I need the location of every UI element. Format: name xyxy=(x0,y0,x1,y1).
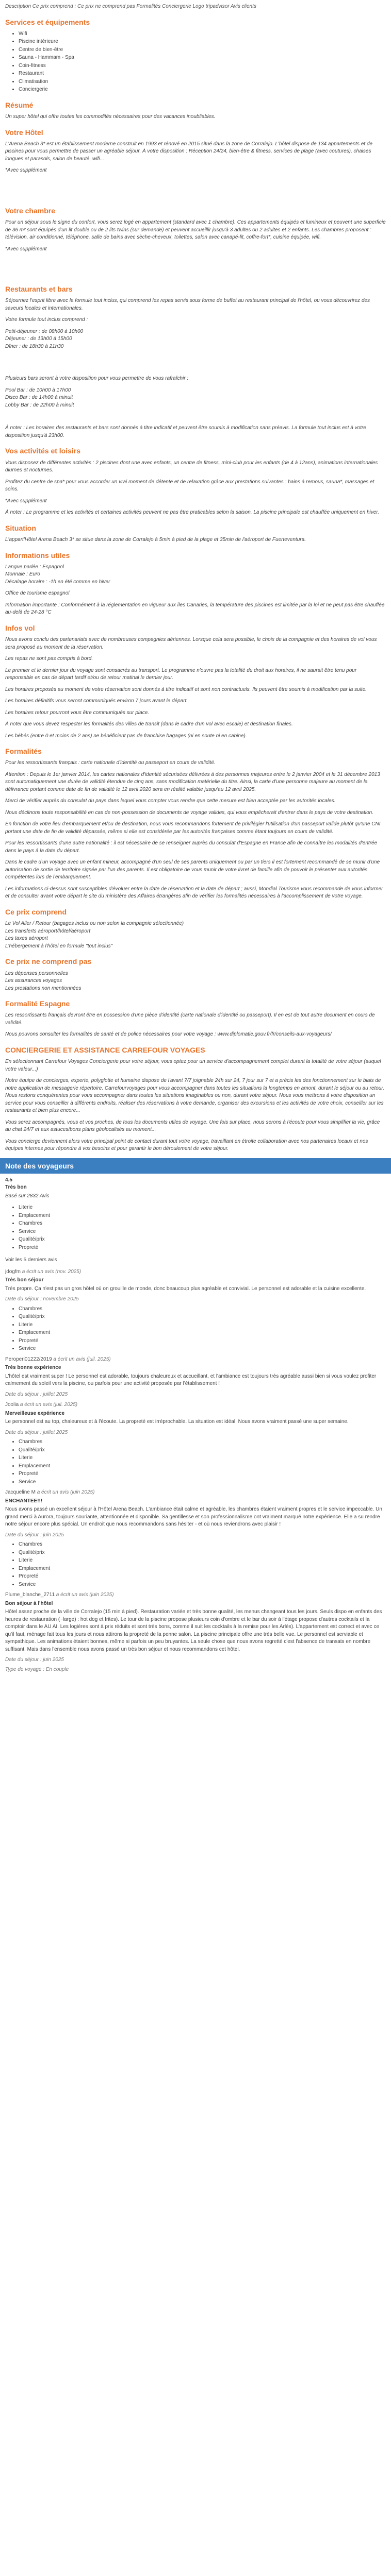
chambre-heading: Votre chambre xyxy=(5,206,55,215)
infos-vol-p5: Les horaires définitifs vous seront communiqués environ 7 jours avant le départ. xyxy=(5,698,188,704)
review-score-label: Très bon xyxy=(5,1184,27,1191)
review-count: Basé sur 2832 Avis xyxy=(5,1193,50,1199)
review-body: Nous avons passé un excellent séjour à l'Hôtel Arena Beach. L'ambiance était calme et agréable, les chambres étaient vraiment propres et le service impeccable. Un grand merci à Aurora, toujours souriante, attentionnée et disponible. Sa gentillesse et son professionnalisme ont vraiment marqué notre expérience. Elle a su rendre notre séjour encore plus spécial. Un endroit que nous recommandons sans hésiter - et où nous reviendrons avec plaisir ! xyxy=(5,1506,382,1528)
activites-note-1: *Avec supplément xyxy=(5,498,47,504)
services-heading: Services et équipements xyxy=(5,18,90,26)
review-title: Merveilleuse expérience xyxy=(5,1410,65,1416)
infos-vol-p3: Le premier et le dernier jour du voyage sont consacrés au transport. Le programme n'ouvre pas la totalité du droit aux horaires, il ne saurait être tenu pour responsable en cas de départ tardif et/ou de retour matinal le dernier jour. xyxy=(5,667,357,681)
review-criteria-list xyxy=(5,1438,386,1486)
review-criteria-list xyxy=(5,1306,386,1353)
list-item: • Centre de bien-être xyxy=(19,46,386,54)
infos-vol-p7: À noter que vous devez respecter les formalités des villes de transit (dans le cadre d'un vol avec escale) et destination finales. xyxy=(5,721,293,727)
review-author-name: Plume_blanche_2711 xyxy=(5,1592,55,1598)
bars-intro: Plusieurs bars seront à votre disposition pour vous permettre de vous rafraîchir : xyxy=(5,376,189,382)
situation-text: L'appart'Hôtel Arena Beach 3* se situe dans la zone de Corralejo à 5min à pied de la plage et 35min de l'aéroport de Fuerteventura. xyxy=(5,537,306,543)
restaurants-heading: Restaurants et bars xyxy=(5,285,73,294)
list-item: • Service xyxy=(19,1581,386,1589)
prix-ne-comprend-pas-heading: Ce prix ne comprend pas xyxy=(5,957,92,966)
included-line: Les transferts aéroport/hôtel/aéroport xyxy=(5,928,91,934)
activites-note-2: À noter : Le programme et les activités et certaines activités peuvent ne pas être praticables selon la saison. La piscine principale est chauffée uniquement en hiver. xyxy=(5,510,380,516)
review-title: Très bon séjour xyxy=(5,1277,44,1283)
formalites-p1: Pour les ressortissants français : carte nationale d'identité ou passeport en cours de validité. xyxy=(5,760,216,766)
conciergerie-p1: En sélectionnant Carrefour Voyages Conciergerie pour votre séjour, vous optez pour un service d'accompagnement complet durant la totalité de votre séjour (auquel votre valeur...) xyxy=(5,1059,381,1072)
formalite-espagne-p1: Les ressortissants français devront être en possession d'une pièce d'identité (carte nationale d'identité ou passeport). Il en est de tout autre document en cours de validité. xyxy=(5,1012,375,1026)
infos-utiles-text: Information importante : Conformément à la réglementation en vigueur aux îles Canaries, la température des piscines est limitée par la loi et ne peut pas être chauffée au-delà de 24-28 °C xyxy=(5,602,385,616)
intro-text: Description Ce prix comprend : Ce prix ne comprend pas Formalités Conciergerie Logo tripadvisor Avis clients xyxy=(5,4,256,9)
review-item xyxy=(5,1356,386,1399)
review-meta: a écrit un avis (juil. 2025) xyxy=(20,1402,78,1408)
review-author-name: Peroperi01222/2019 xyxy=(5,1356,52,1362)
formalites-p7: Dans le cadre d'un voyage avec un enfant mineur, accompagné d'un seul de ses parents uniquement ou par un tiers il est fortement recommandé de se munir d'une autorisation de sortie de territoire signée par l'un des parents. Il est obligatoire de vous munir de votre livret de famille afin de pouvoir le présenter aux autorités compétentes lors de l'embarquement. xyxy=(5,859,380,880)
infos-vol-p8: Les bébés (entre 0 et moins de 2 ans) ne bénéficient pas de franchise bagages (ni en soute ni en cabine). xyxy=(5,733,247,739)
bar-line: Disco Bar : de 14h00 à minuit xyxy=(5,395,73,401)
review-criteria-list xyxy=(5,1204,386,1251)
list-item: • Service xyxy=(19,1345,386,1353)
review-author xyxy=(5,1356,386,1364)
list-item: • Literie xyxy=(19,1321,386,1329)
formalites-p8: Les informations ci-dessus sont susceptibles d'évoluer entre la date de réservation et la date de départ ; aussi, Mondial Tourisme vous recommande de vous informer et de consulter avant votre départ le site du ministère des Affaires étrangères afin de vérifier les formalités nécessaires à l'accomplissement de votre voyage. xyxy=(5,886,383,900)
review-author xyxy=(5,1268,386,1276)
review-meta: a écrit un avis (juin 2025) xyxy=(56,1592,114,1598)
excluded-line: Les prestations non mentionnées xyxy=(5,985,82,991)
formalites-p6: Pour les ressortissants d'une autre nationalité : il est nécessaire de se renseigner auprès du consulat d'Espagne en France afin de connaître les modalités d'entrée dans le pays à la date du départ. xyxy=(5,840,378,854)
review-stay-date: Date du séjour : juin 2025 xyxy=(5,1657,64,1663)
list-item: • Chambres xyxy=(19,1541,386,1549)
meal-line: Déjeuner : de 13h00 à 15h00 xyxy=(5,336,72,342)
info-line: Langue parlée : Espagnol xyxy=(5,564,64,570)
chambre-text: Pour un séjour sous le signe du confort, vous serez logé en appartement (standard avec 1 chambre). Ces appartements équipés et lumineux et peuvent une superficie de 36 m² sont équipés d'un lit double ou de 2 lits twins (sur demande) et peuvent accueillir jusqu'à 3 adultes ou 2 adultes et 2 enfants. Les chambres proposent : télévision, air conditionné, téléphone, salle de bains avec sèche-cheveux, toilettes, salon avec canapé-lit, coffre-fort*, cuisine équipée, wifi. xyxy=(5,219,386,241)
review-stay-date: Date du séjour : juillet 2025 xyxy=(5,1391,68,1397)
included-line: Les taxes aéroport xyxy=(5,936,48,942)
conciergerie-p2: Notre équipe de concierges, experte, polyglotte et humaine dispose de l'avant 7/7 joignable 24h sur 24, 7 jour sur 7 et a précis les des fonctionnement sur le biais de notre application de messagerie répertoire. Carrefourvoyages pour vous accompagner dans toutes les situations la longtemps en amont, durant le séjour ou au retour. Nous restons conquérantes pour vous accompagner dans toutes les situations imaginables ou non, durant votre séjour. Nous vous mettrons à votre disposition un service pour vous conseiller à différents endroits, réaliser des réservations à votre demande, organiser des excursions et les activités de votre choix, conseiller sur les restaurants et bien plus encore... xyxy=(5,1078,385,1114)
activites-text-2: Profitez du centre de spa* pour vous accorder un vrai moment de détente et de relaxation grâce aux prestations suivantes : bains à remous, sauna*, massages et soins. xyxy=(5,479,374,493)
review-criteria-list xyxy=(5,1541,386,1588)
formalites-p4: Nous déclinons toute responsabilité en cas de non-possession de documents de voyage valides, qui vous empêcherait d'entrer dans le pays de votre destination. xyxy=(5,809,374,816)
review-author xyxy=(5,1489,386,1497)
hotel-note: *Avec supplément xyxy=(5,167,47,174)
formalites-heading: Formalités xyxy=(5,747,42,756)
hotel-heading: Votre Hôtel xyxy=(5,128,43,137)
activites-heading: Vos activités et loisirs xyxy=(5,447,81,455)
list-item: • Qualité/prix xyxy=(19,1236,386,1244)
review-author-name: Jacqueline M xyxy=(5,1489,36,1496)
formalites-p5: En fonction de votre lieu d'embarquement et/ou de destination, nous vous recommandons fortement de privilégier l'utilisation d'un passeport valide plutôt qu'une CNI portant une date de fin de validité dépassée, même si elle est considérée par les autorités françaises comme étant toujours en cours de validité. xyxy=(5,821,381,835)
resume-text: Un super hôtel qui offre toutes les commodités nécessaires pour des vacances inoubliables. xyxy=(5,114,216,120)
infos-vol-p4: Les horaires proposés au moment de votre réservation sont donnés à titre indicatif et sont non contractuels. Ils peuvent être soumis à modification par la suite. xyxy=(5,686,367,692)
list-item: • Emplacement xyxy=(19,1463,386,1470)
chambre-note: *Avec supplément xyxy=(5,246,47,252)
formalites-p2: Attention : Depuis le 1er janvier 2014, les cartes nationales d'identité sécurisées délivrées à des personnes majeures entre le 2 janvier 2004 et le 31 décembre 2013 sont automatiquement une durée de validité étendue de cinq ans, sans modification matérielle du titre. Ainsi, la carte d'une personne majeure au moment de la délivrance portant comme date de fin de validité le 12 avril 2020 sera en réalité valable jusqu'au 12 avril 2025. xyxy=(5,771,380,792)
review-body: Très propre. Ça n'est pas un gros hôtel où on grouille de monde, donc beaucoup plus agréable et convivial. Le personnel est adorable et la cuisine excellente. xyxy=(5,1285,366,1292)
restaurants-note: À noter : Les horaires des restaurants et bars sont donnés à titre indicatif et peuvent être soumis à modification sans préavis. La formule tout inclus est à votre disposition jusqu'à 23h00. xyxy=(5,425,366,438)
prix-comprend-heading: Ce prix comprend xyxy=(5,907,67,916)
activites-text-1: Vous disposez de différentes activités : 2 piscines dont une avec enfants, un centre de fitness, mini-club pour les enfants (de 4 à 12ans), animations internationales diurnes et nocturnes. xyxy=(5,460,378,473)
restaurants-formula-title: Votre formule tout inclus comprend : xyxy=(5,317,88,323)
reviews-banner: Note des voyageurs xyxy=(0,1158,391,1174)
list-item: • Qualité/prix xyxy=(19,1313,386,1321)
see-more-reviews-link[interactable]: Voir les 5 derniers avis xyxy=(5,1257,57,1263)
list-item: • Sauna - Hammam - Spa xyxy=(19,54,386,62)
info-line: Monnaie : Euro xyxy=(5,571,40,578)
situation-heading: Situation xyxy=(5,523,36,532)
meal-line: Dîner : de 18h30 à 21h30 xyxy=(5,343,64,349)
list-item: • Propreté xyxy=(19,1244,386,1252)
infos-vol-p1: Nous avons conclu des partenariats avec de nombreuses compagnies aériennes. Lorsque cela sera possible, le choix de la compagnie et des horaires de vol vous sera proposé au moment de la réservation. xyxy=(5,637,377,650)
list-item: • Emplacement xyxy=(19,1565,386,1573)
review-author xyxy=(5,1591,386,1599)
info-line: Décalage horaire : -1h en été comme en hiver xyxy=(5,579,110,585)
list-item: • Literie xyxy=(19,1454,386,1462)
review-title: Très bonne expérience xyxy=(5,1365,61,1371)
review-author-name: jdogfm xyxy=(5,1268,21,1275)
review-trip-type: Type de voyage : En couple xyxy=(5,1666,69,1672)
infos-utiles-heading: Informations utiles xyxy=(5,551,70,560)
included-line: Le Vol Aller / Retour (bagages inclus ou non selon la compagnie sélectionnée) xyxy=(5,921,184,927)
review-score: 4.5 xyxy=(5,1177,12,1183)
review-stay-date: Date du séjour : juillet 2025 xyxy=(5,1429,68,1435)
list-item: • Propreté xyxy=(19,1470,386,1478)
bar-line: Lobby Bar : de 22h00 à minuit xyxy=(5,402,74,408)
list-item: • Literie xyxy=(19,1557,386,1565)
restaurants-intro: Séjournez l'esprit libre avec la formule tout inclus, qui comprend les repas servis sous forme de buffet au restaurant principal de l'hôtel, ou vous découvrirez des saveurs locales et internationales. xyxy=(5,298,370,311)
list-item: • Chambres xyxy=(19,1438,386,1446)
list-item: • Chambres xyxy=(19,1220,386,1228)
review-stay-date: Date du séjour : novembre 2025 xyxy=(5,1296,79,1302)
list-item: • Climatisation xyxy=(19,78,386,86)
list-item: • Propreté xyxy=(19,1573,386,1581)
review-body: Hôtel assez proche de la ville de Corralejo (15 min à pied). Restauration variée et très bonne qualité, les menus changeant tous les jours. Seuls dispo en enfants des heures de restauration (~large) : hot dog et frites). Le tour de la piscine propose plusieurs coin d'ombre et le bar du soir à l'étage propose d'autres cocktails et la comptoir dans le AU AI. Les logières sont à prix réduits et sont très bons, comme il suit les cocktails à la remise pour les Arlès). L'appartement est correct et avec ce qu'il faut, ménage fait tous les jours et nous attirons la propreté de la penne salon. La piscine principale offre une très belle vue. Le personnel est serviable et sympathique. Les animations étaient bonnes, même si parfois un peu bruyantes. La seule chose que nous avons regretté c'est l'absence de transats en nombre suffisant. Mais dans l'ensemble nous avons passé un très bon séjour et nous recommandons cet hôtel. xyxy=(5,1609,382,1652)
list-item: • Piscine intérieure xyxy=(19,38,386,46)
infos-vol-heading: Infos vol xyxy=(5,623,35,632)
conciergerie-p4: Vous concierge deviennent alors votre principal point de contact durant tout votre voyage, travaillant en étroite collaboration avec nos partenaires locaux et nos équipes internes pour répondre à vos besoins et pour garantir le bon déroulement de votre séjour. xyxy=(5,1138,368,1152)
conciergerie-p3: Vous serez accompagnés, vous et vos proches, de tous les documents utiles de voyage. Une fois sur place, nous serons à l'écoute pour vous simplifier la vie, grâce au chat 24/7 et aux astuces/bons plans géolocalisés au moment... xyxy=(5,1119,380,1133)
list-item: • Emplacement xyxy=(19,1329,386,1337)
infos-vol-p6: Les horaires retour pourront vous être communiqués sur place. xyxy=(5,709,150,716)
formalite-espagne-p2: Nous pouvons consulter les formalités de santé et de police nécessaires pour votre voyage : www.diplomatie.gouv.fr/fr/conseils-aux-voyageurs/ xyxy=(5,1031,332,1038)
resume-heading: Résumé xyxy=(5,100,34,109)
review-title: ENCHANTEE!!! xyxy=(5,1498,43,1504)
list-item: • Coin-fitness xyxy=(19,62,386,70)
services-list xyxy=(5,30,386,94)
review-item xyxy=(5,1268,386,1353)
list-item: • Chambres xyxy=(19,1306,386,1313)
review-body: L'hôtel est vraiment super ! Le personnel est adorable, toujours chaleureux et accueillant, et l'ambiance est toujours très agréable aussi bien si vous voulez profiter calmement du soleil vers la piscine, ou parfois pour une activité proposée par l'établissement ! xyxy=(5,1373,377,1387)
review-item xyxy=(5,1489,386,1588)
list-item: • Emplacement xyxy=(19,1212,386,1220)
list-item: • Restaurant xyxy=(19,70,386,78)
review-item xyxy=(5,1591,386,1673)
conciergerie-heading: CONCIERGERIE ET ASSISTANCE CARREFOUR VOYAGES xyxy=(5,1045,205,1054)
formalite-espagne-heading: Formalité Espagne xyxy=(5,999,70,1008)
review-author-name: Joolia xyxy=(5,1402,19,1408)
review-author xyxy=(5,1401,386,1409)
formalites-p3: Merci de vérifier auprès du consulat du pays dans lequel vous compter vous rendre que cette mesure est bien acceptée par les autorités locales. xyxy=(5,798,336,804)
review-meta: a écrit un avis (juil. 2025) xyxy=(53,1356,111,1362)
infos-vol-p2: Les repas ne sont pas compris à bord. xyxy=(5,656,93,662)
review-stay-date: Date du séjour : juin 2025 xyxy=(5,1532,64,1538)
review-item xyxy=(5,1401,386,1486)
review-meta: a écrit un avis (nov. 2025) xyxy=(22,1268,82,1275)
review-title: Bon séjour à l'hôtel xyxy=(5,1600,53,1606)
meal-line: Petit-déjeuner : de 08h00 à 10h00 xyxy=(5,328,84,334)
list-item: • Literie xyxy=(19,1204,386,1212)
list-item: • Wifi xyxy=(19,30,386,38)
included-line: L'hébergement à l'hôtel en formule "tout inclus" xyxy=(5,943,113,949)
list-item: • Conciergerie xyxy=(19,86,386,94)
excluded-line: Les assurances voyages xyxy=(5,978,62,984)
list-item: • Qualité/prix xyxy=(19,1447,386,1454)
list-item: • Service xyxy=(19,1228,386,1236)
bar-line: Pool Bar : de 10h00 à 17h00 xyxy=(5,387,71,393)
review-meta: a écrit un avis (juin 2025) xyxy=(37,1489,95,1496)
list-item: • Service xyxy=(19,1479,386,1486)
list-item: • Propreté xyxy=(19,1337,386,1345)
excluded-line: Les dépenses personnelles xyxy=(5,970,68,976)
review-body: Le personnel est au top, chaleureux et à l'écoute. La propreté est irréprochable. La situation est idéal. Nous avons vraiment passé une super semaine. xyxy=(5,1419,349,1425)
tourism-office-text: Office de tourisme espagnol xyxy=(5,590,70,597)
list-item: • Qualité/prix xyxy=(19,1549,386,1557)
hotel-text: L'Arena Beach 3* est un établissement moderne construit en 1993 et rénové en 2015 situé dans la zone de Corralejo. L'hôtel dispose de 134 appartements et de piscines pour vous permettre de passer un agréable séjour. À votre disposition : Réception 24/24, bien-être & fitness, services de plage (avec coutures), chaises longues et parasols, salon de beauté, wifi... xyxy=(5,141,373,162)
